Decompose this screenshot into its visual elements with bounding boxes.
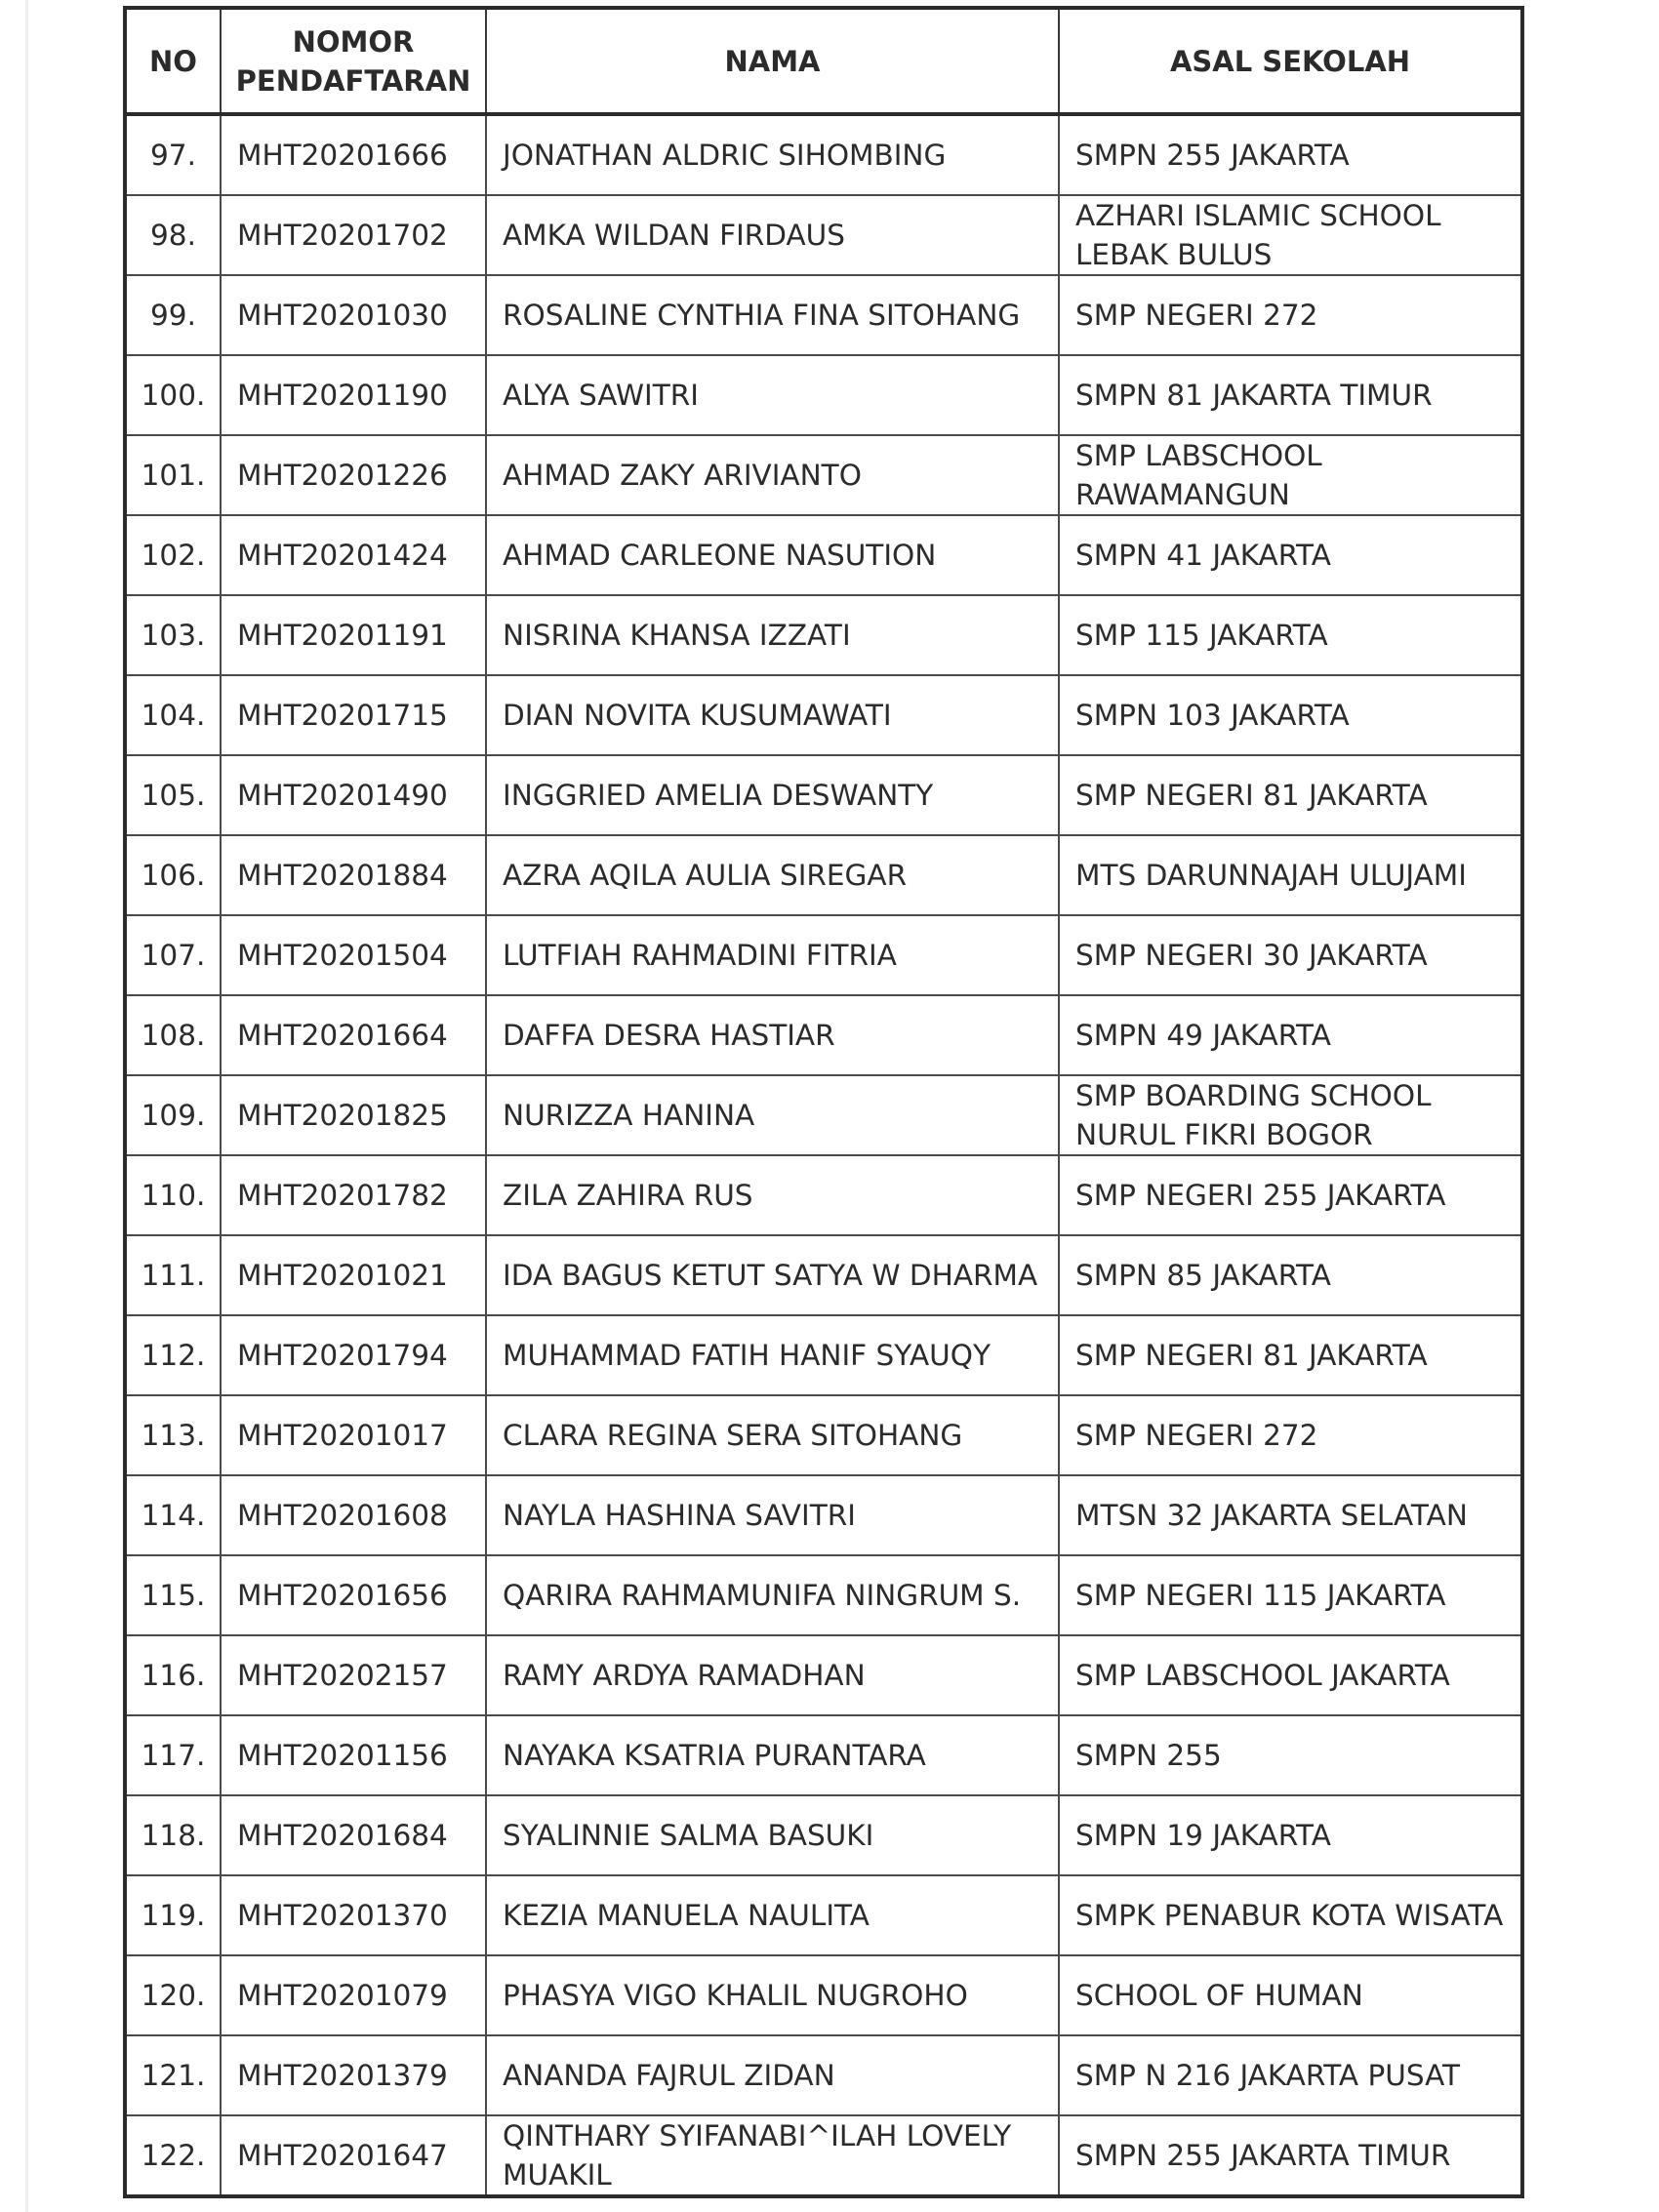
cell-registration-number: MHT20201191 <box>221 595 486 675</box>
table-row <box>125 595 1522 675</box>
cell-name: KEZIA MANUELA NAULITA <box>486 1875 1059 1955</box>
cell-school-origin: SMPN 81 JAKARTA TIMUR <box>1059 355 1522 435</box>
cell-no: 109. <box>125 1075 221 1155</box>
table-row <box>125 114 1522 195</box>
table-row <box>125 435 1522 515</box>
cell-school-origin: SMP N 216 JAKARTA PUSAT <box>1059 2035 1522 2115</box>
cell-registration-number: MHT20201156 <box>221 1715 486 1795</box>
cell-name: INGGRIED AMELIA DESWANTY <box>486 755 1059 835</box>
cell-school-origin: SMPN 103 JAKARTA <box>1059 675 1522 755</box>
cell-registration-number: MHT20201702 <box>221 195 486 275</box>
header-registration-number: NOMOR PENDAFTARAN <box>221 8 486 114</box>
cell-name: AMKA WILDAN FIRDAUS <box>486 195 1059 275</box>
cell-no: 121. <box>125 2035 221 2115</box>
cell-registration-number: MHT20201666 <box>221 114 486 195</box>
cell-no: 98. <box>125 195 221 275</box>
cell-school-origin: SMP LABSCHOOL RAWAMANGUN <box>1059 435 1522 515</box>
cell-registration-number: MHT20201715 <box>221 675 486 755</box>
cell-registration-number: MHT20201504 <box>221 915 486 995</box>
cell-registration-number: MHT20201794 <box>221 1315 486 1395</box>
table-body <box>125 114 1522 2196</box>
cell-registration-number: MHT20201664 <box>221 995 486 1075</box>
cell-school-origin: SMP 115 JAKARTA <box>1059 595 1522 675</box>
header-school-origin: ASAL SEKOLAH <box>1059 8 1522 114</box>
cell-name: MUHAMMAD FATIH HANIF SYAUQY <box>486 1315 1059 1395</box>
table-row <box>125 1955 1522 2035</box>
cell-name: NISRINA KHANSA IZZATI <box>486 595 1059 675</box>
cell-registration-number: MHT20201190 <box>221 355 486 435</box>
table-row <box>125 1315 1522 1395</box>
cell-no: 122. <box>125 2115 221 2196</box>
cell-school-origin: SMP NEGERI 272 <box>1059 275 1522 355</box>
cell-name: ALYA SAWITRI <box>486 355 1059 435</box>
table-row <box>125 1155 1522 1235</box>
scan-edge <box>25 0 28 2212</box>
cell-registration-number: MHT20201647 <box>221 2115 486 2196</box>
table-row <box>125 195 1522 275</box>
cell-no: 114. <box>125 1475 221 1555</box>
table-row <box>125 275 1522 355</box>
cell-no: 111. <box>125 1235 221 1315</box>
cell-registration-number: MHT20201370 <box>221 1875 486 1955</box>
table-row <box>125 1475 1522 1555</box>
cell-registration-number: MHT20201656 <box>221 1555 486 1635</box>
header-no: NO <box>125 8 221 114</box>
cell-school-origin: SMPN 41 JAKARTA <box>1059 515 1522 595</box>
cell-no: 120. <box>125 1955 221 2035</box>
cell-name: SYALINNIE SALMA BASUKI <box>486 1795 1059 1875</box>
cell-registration-number: MHT20201021 <box>221 1235 486 1315</box>
cell-registration-number: MHT20202157 <box>221 1635 486 1715</box>
cell-registration-number: MHT20201684 <box>221 1795 486 1875</box>
cell-school-origin: SMP NEGERI 272 <box>1059 1395 1522 1475</box>
cell-name: JONATHAN ALDRIC SIHOMBING <box>486 114 1059 195</box>
cell-name: CLARA REGINA SERA SITOHANG <box>486 1395 1059 1475</box>
table-row <box>125 2115 1522 2196</box>
cell-name: RAMY ARDYA RAMADHAN <box>486 1635 1059 1715</box>
cell-name: QARIRA RAHMAMUNIFA NINGRUM S. <box>486 1555 1059 1635</box>
cell-no: 101. <box>125 435 221 515</box>
cell-no: 99. <box>125 275 221 355</box>
table-row <box>125 515 1522 595</box>
cell-school-origin: SMP NEGERI 81 JAKARTA <box>1059 1315 1522 1395</box>
table-row <box>125 355 1522 435</box>
cell-school-origin: SMPN 255 JAKARTA TIMUR <box>1059 2115 1522 2196</box>
cell-name: NAYAKA KSATRIA PURANTARA <box>486 1715 1059 1795</box>
table-row <box>125 1075 1522 1155</box>
cell-school-origin: SMPK PENABUR KOTA WISATA <box>1059 1875 1522 1955</box>
cell-school-origin: SMP LABSCHOOL JAKARTA <box>1059 1635 1522 1715</box>
table-row <box>125 1715 1522 1795</box>
cell-school-origin: SMP NEGERI 255 JAKARTA <box>1059 1155 1522 1235</box>
cell-school-origin: MTSN 32 JAKARTA SELATAN <box>1059 1475 1522 1555</box>
cell-registration-number: MHT20201825 <box>221 1075 486 1155</box>
cell-name: DAFFA DESRA HASTIAR <box>486 995 1059 1075</box>
cell-no: 110. <box>125 1155 221 1235</box>
cell-registration-number: MHT20201424 <box>221 515 486 595</box>
cell-no: 116. <box>125 1635 221 1715</box>
cell-registration-number: MHT20201490 <box>221 755 486 835</box>
cell-registration-number: MHT20201608 <box>221 1475 486 1555</box>
cell-registration-number: MHT20201782 <box>221 1155 486 1235</box>
cell-school-origin: SMPN 255 JAKARTA <box>1059 114 1522 195</box>
cell-no: 102. <box>125 515 221 595</box>
table-header-row <box>125 8 1522 114</box>
cell-name: NURIZZA HANINA <box>486 1075 1059 1155</box>
cell-registration-number: MHT20201017 <box>221 1395 486 1475</box>
cell-school-origin: AZHARI ISLAMIC SCHOOL LEBAK BULUS <box>1059 195 1522 275</box>
table-row <box>125 995 1522 1075</box>
cell-registration-number: MHT20201079 <box>221 1955 486 2035</box>
table-row <box>125 1555 1522 1635</box>
cell-name: QINTHARY SYIFANABI^ILAH LOVELY MUAKIL <box>486 2115 1059 2196</box>
table-row <box>125 1875 1522 1955</box>
cell-school-origin: SMPN 85 JAKARTA <box>1059 1235 1522 1315</box>
cell-name: ANANDA FAJRUL ZIDAN <box>486 2035 1059 2115</box>
cell-registration-number: MHT20201884 <box>221 835 486 915</box>
table-row <box>125 1395 1522 1475</box>
cell-name: IDA BAGUS KETUT SATYA W DHARMA <box>486 1235 1059 1315</box>
cell-no: 107. <box>125 915 221 995</box>
cell-no: 100. <box>125 355 221 435</box>
cell-name: DIAN NOVITA KUSUMAWATI <box>486 675 1059 755</box>
cell-school-origin: SMP BOARDING SCHOOL NURUL FIKRI BOGOR <box>1059 1075 1522 1155</box>
cell-no: 108. <box>125 995 221 1075</box>
cell-name: ZILA ZAHIRA RUS <box>486 1155 1059 1235</box>
cell-no: 103. <box>125 595 221 675</box>
cell-registration-number: MHT20201030 <box>221 275 486 355</box>
cell-name: LUTFIAH RAHMADINI FITRIA <box>486 915 1059 995</box>
table-row <box>125 1635 1522 1715</box>
cell-no: 106. <box>125 835 221 915</box>
cell-name: PHASYA VIGO KHALIL NUGROHO <box>486 1955 1059 2035</box>
cell-no: 115. <box>125 1555 221 1635</box>
header-name: NAMA <box>486 8 1059 114</box>
cell-no: 104. <box>125 675 221 755</box>
table-row <box>125 1795 1522 1875</box>
cell-no: 97. <box>125 114 221 195</box>
table-row <box>125 835 1522 915</box>
cell-registration-number: MHT20201379 <box>221 2035 486 2115</box>
table-row <box>125 755 1522 835</box>
cell-school-origin: SCHOOL OF HUMAN <box>1059 1955 1522 2035</box>
cell-no: 117. <box>125 1715 221 1795</box>
table-row <box>125 915 1522 995</box>
cell-school-origin: SMP NEGERI 115 JAKARTA <box>1059 1555 1522 1635</box>
cell-name: ROSALINE CYNTHIA FINA SITOHANG <box>486 275 1059 355</box>
table-row <box>125 2035 1522 2115</box>
cell-registration-number: MHT20201226 <box>221 435 486 515</box>
table-row <box>125 675 1522 755</box>
cell-school-origin: SMP NEGERI 81 JAKARTA <box>1059 755 1522 835</box>
cell-name: AHMAD ZAKY ARIVIANTO <box>486 435 1059 515</box>
cell-school-origin: SMP NEGERI 30 JAKARTA <box>1059 915 1522 995</box>
cell-no: 119. <box>125 1875 221 1955</box>
student-table <box>123 6 1524 2198</box>
cell-school-origin: SMPN 49 JAKARTA <box>1059 995 1522 1075</box>
cell-name: AZRA AQILA AULIA SIREGAR <box>486 835 1059 915</box>
cell-no: 112. <box>125 1315 221 1395</box>
cell-no: 105. <box>125 755 221 835</box>
cell-name: AHMAD CARLEONE NASUTION <box>486 515 1059 595</box>
cell-school-origin: SMPN 255 <box>1059 1715 1522 1795</box>
table-row <box>125 1235 1522 1315</box>
cell-school-origin: MTS DARUNNAJAH ULUJAMI <box>1059 835 1522 915</box>
cell-school-origin: SMPN 19 JAKARTA <box>1059 1795 1522 1875</box>
cell-name: NAYLA HASHINA SAVITRI <box>486 1475 1059 1555</box>
cell-no: 118. <box>125 1795 221 1875</box>
cell-no: 113. <box>125 1395 221 1475</box>
